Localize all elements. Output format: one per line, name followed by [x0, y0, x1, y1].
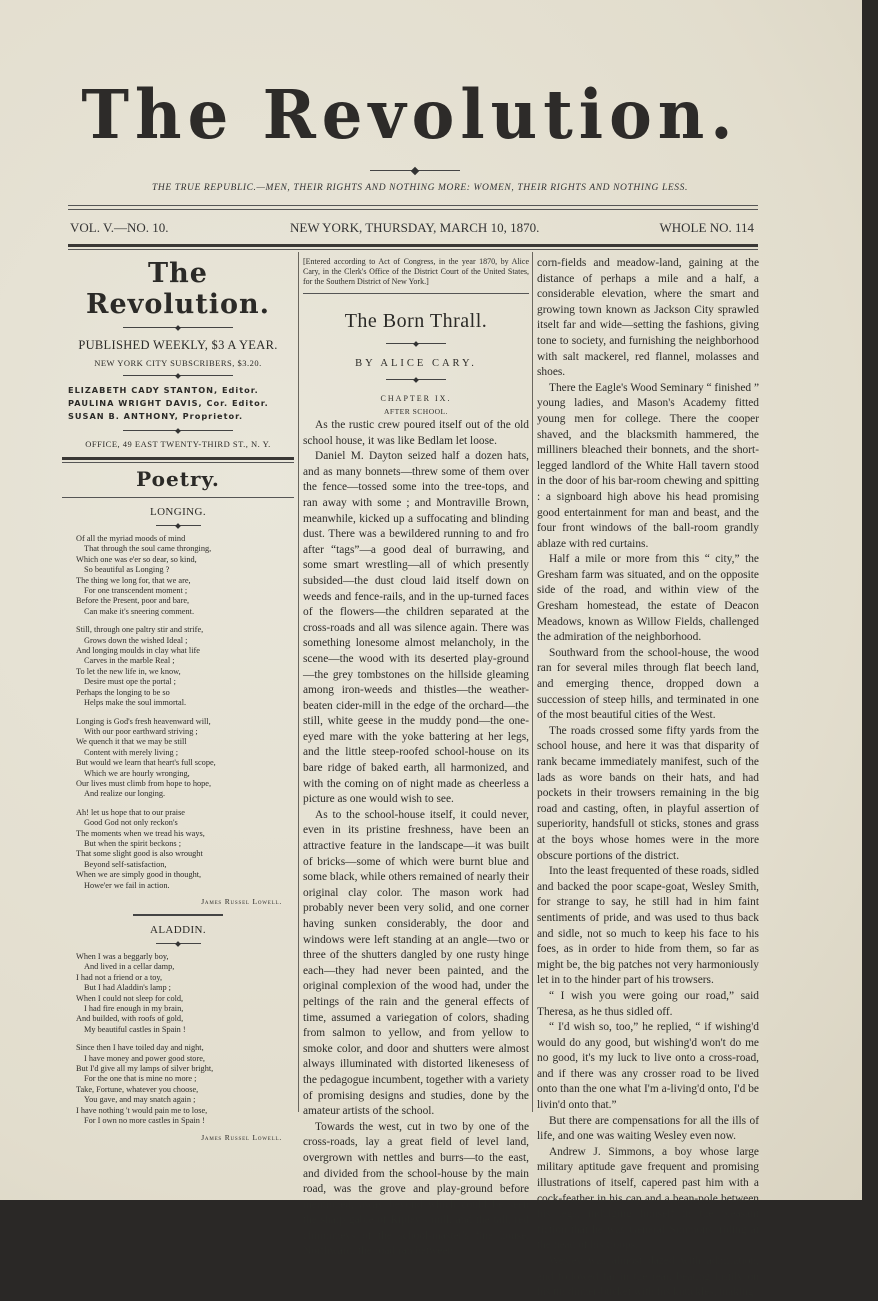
poem-stanza: [76, 1043, 294, 1126]
poem-line: Our lives must climb from hope to hope,: [76, 778, 212, 788]
paragraph: As the rustic crew poured itself out of the old school house, it was like Bedlam let loose.: [303, 419, 529, 447]
paragraph: corn-fields and meadow-land, gaining at the distance of perhaps a mile and a half, a considerable elevation, where the smart and growing town known as Jackson City sprawled itselt far and wide—setting the fashions, giving tone to society, and furnishing the neighborhood with salt mackerel, red flannel, molasses and shoes.: [537, 257, 759, 379]
poem-line: Grows down the wished Ideal ;: [84, 635, 188, 645]
poem-line: Can make it's sneering comment.: [84, 606, 195, 616]
masthead-title: The Revolution.: [81, 76, 739, 155]
poem-line: Longing is God's fresh heavenward will,: [76, 716, 211, 726]
poem-line: For one transcendent moment ;: [84, 586, 188, 596]
poem-line: My beautiful castles in Spain !: [84, 1024, 186, 1034]
poem-line: Perhaps the longing to be so: [76, 687, 170, 697]
ornament: [386, 379, 446, 380]
poem-title: LONGING.: [149, 506, 207, 518]
paragraph: Towards the west, cut in two by one of the cross-roads, lay a great field of level land, overgrown with nettles and burrs—to the east, and divided from the school-house by the main road, was the grove and play-ground before mentioned, away beyond which could be seen the sharp gable of Ripley's mill, and the tall, red chimmneys of the school-master's fine house. Northward, the road ran between: [303, 1120, 529, 1258]
poem-stanza: [76, 534, 294, 617]
volume-number: VOL. V.—NO. 10.: [70, 220, 169, 235]
poem-line: Ah! let us hope that to our praise: [76, 807, 185, 817]
poems: [62, 506, 294, 1142]
poem-line: Of all the myriad moods of mind: [76, 534, 186, 543]
poem-line: And lived in a cellar damp,: [84, 962, 175, 972]
poem-line: I have money and power good store,: [84, 1053, 205, 1063]
poem-line: But I had Aladdin's lamp ;: [84, 983, 171, 993]
paragraph: As to the school-house itself, it could never, even in its pristine freshness, have been an attractive feature in the landscape—it was built of bricks—some of which were burnt blue and some black, while others remained of nearly their original clay color. The mason work had probably never been very solid, and one corner having sunken considerably, the door and windows were left standing at an angle—two or three of the shutters dangled by one rusty hinge each—they had never been painted, and the original complexion of the wood had, under the peltings of the rain and the general effects of time, assumed a variegation of colors, shading from salmon to yellow, and from yellow to smoke color, and door and shutters were almost always illuminated with distorted likenesess of the pedagogue incumbent, together with a variety of promising designs and studies, done by the amateur artists of the school.: [303, 808, 529, 1118]
paragraph: Wesley was almost dazed with admiration, and followed far in the rear, beating lustily on his tin dinner-bucket with his knuckles, making: [537, 1255, 759, 1299]
staff-list: [68, 384, 294, 423]
poem-line: That through the soul came thronging,: [84, 544, 212, 554]
masthead-motto: THE TRUE REPUBLIC.—MEN, THEIR RIGHTS AND NOTHING MORE: WOMEN, THEIR RIGHTS AND NOTHING LESS.: [152, 183, 688, 193]
paragraph: Andrew J. Simmons, a boy whose large military aptitude gave frequent and promising illustrations of itself, capered past him with a cock-feather in his cap and a bean-pole between his legs, indulging himself in the pleasant fiction that he was General Simmons, riding at the head of his troops.: [537, 1145, 759, 1252]
middle-column: [303, 252, 529, 1260]
paragraph: The roads crossed some fifty yards from the school house, and here it was that disparity of rank became immediately manifest, such of the lads as wore bands on their hats, and had pockets in their trowsers remaining in the big road and casting, often, in playful assertion of superiority, handsfull ot sticks, stones and grass at the boys whose homes were in the more obscure portions of the district.: [537, 724, 759, 862]
staff-proprietor: SUSAN B. ANTHONY, Proprietor.: [68, 411, 244, 421]
poem-line: But would we learn that heart's full scope,: [76, 758, 216, 768]
poem-line: When we are simply good in thought,: [76, 870, 202, 880]
left-column: [62, 252, 294, 1142]
poem-line: With our poor earthward striving ;: [84, 726, 198, 736]
poem-line: And longing moulds in clay what life: [76, 646, 200, 656]
poem-line: You gave, and may snatch again ;: [84, 1095, 196, 1105]
poem-line: Still, through one paltry stir and strife,: [76, 625, 204, 635]
rule: [68, 209, 758, 210]
poem-line: Since then I have toiled day and night,: [76, 1043, 204, 1053]
poem-stanza: [76, 952, 294, 1035]
story-title: The Born Thrall.: [344, 310, 488, 332]
column-divider: [532, 252, 533, 1112]
poem-line: When I was a beggarly boy,: [76, 952, 169, 961]
poem-line: Take, Fortune, whatever you choose,: [76, 1084, 199, 1094]
story-continuation: [537, 256, 759, 1301]
poem-author: James Russel Lowell.: [201, 897, 282, 906]
office-address: OFFICE, 49 EAST TWENTY-THIRD ST., N. Y.: [85, 439, 271, 449]
ornament: [123, 430, 233, 431]
poem-line: I had fire enough in my brain,: [84, 1004, 184, 1014]
paragraph: Half a mile or more from this “ city,” the Gresham farm was situated, and on the opposite side of the road, and within view of the Gresham homestead, the estate of Deacon Meadows, known as Willow Fields, challenged the admiration of the neighborhood.: [537, 553, 759, 644]
staff-cor-editor: PAULINA WRIGHT DAVIS, Cor. Editor.: [68, 398, 269, 408]
paragraph: But there are compensations for all the ills of life, and one was waiting Wesley even now.: [537, 1114, 759, 1143]
poem-line: Howe'er we fail in action.: [84, 880, 170, 890]
poem-line: Beyond self-satisfaction,: [84, 859, 167, 869]
poem-stanza: [76, 808, 294, 891]
paragraph: “ I'd wish so, too,” he replied, “ if wishing'd would do any good, but wishing'd won't do me no good, it's my luck to live onto a cross-road, and if there was any crosser road to be lived onto than the one what I'm a-living'd onto, I'd be livin'd onto that.”: [537, 1021, 759, 1112]
ornament: [386, 343, 446, 344]
poem-line: And realize our longing.: [84, 789, 166, 799]
poem-line: I have nothing 't would pain me to lose,: [76, 1105, 208, 1115]
staff-editor: ELIZABETH CADY STANTON, Editor.: [68, 385, 259, 395]
rule: [68, 205, 758, 206]
poem-title: ALADDIN.: [149, 924, 207, 936]
paragraph: Into the least frequented of these roads, sidled and backed the poor scape-goat, Wesley Smith, for strange to say, he still had in him faint sentiments of pride, and was used to thus back and sidle, not so much to keep his face to his foes, as in order to hide from them, so far as might be, the big patches not very harmoniously let in to the hinder part of his trowsers.: [537, 865, 759, 987]
paragraph: Daniel M. Dayton seized half a dozen hats, and as many bonnets—threw some of them over the fence—tossed some into the tree-tops, and ran away with some ; and Montraville Brown, meanwhile, kicked up a suffocating and blinding dust. There was a bewildered running to and fro after “tags”—a good deal of burrawing, and some smart wrestling—all of which presently subsided—the dust cloud laid itself down on weeds and fence-rails, and in the up-turned faces of the flowers—the children separated at the cross-roads and all was silence again. There was something lonesome almost melancholy, in the scene—the wood with its deserted play-ground—the grey tombstones on the hillside gleaming among iron-weeds and thistles—the weather-beaten cider-mill in the edge of the orchard—the still, white geese in the muddy pond—the one-eyed mare with the yoke battering at her legs, and the little steep-roofed school-house on its bare ridge of baked earth, all harmonized, and with the coming on of night made as cheerless a picture as one would wish to see.: [303, 450, 529, 806]
poem-stanza: [76, 625, 294, 708]
rule: [303, 293, 529, 294]
byline: BY ALICE CARY.: [355, 358, 477, 369]
poem-line: But when the spirit beckons ;: [84, 838, 182, 848]
masthead-ornament: [370, 170, 460, 171]
poem-line: For the one that is mine no more ;: [84, 1074, 197, 1084]
column-divider: [298, 252, 299, 1112]
chapter-heading: CHAPTER IX.: [380, 394, 452, 403]
rule: [68, 244, 758, 247]
poem-line: Which one was e'er so dear, so kind,: [76, 554, 197, 564]
poem-line: Good God not only reckon's: [84, 818, 178, 828]
poem-line: Which we are hourly wronging,: [84, 768, 190, 778]
double-rule: [62, 457, 294, 463]
paragraph: Southward from the school-house, the wood ran for several miles through flat beech land, and emerging thence, dropped down a succession of steep hills, and terminated in one of the most beautiful cities of the West.: [537, 646, 759, 722]
poem-line: Content with merely living ;: [84, 747, 179, 757]
poem-line: When I could not sleep for cold,: [76, 993, 184, 1003]
story-body: [303, 418, 529, 1260]
right-column: [537, 256, 759, 1301]
poem-line: That some slight good is also wrought: [76, 849, 203, 859]
nameplate: The Revolution.: [86, 258, 270, 320]
rule: [62, 497, 294, 498]
poem-line: And builded, with roofs of gold,: [76, 1014, 184, 1024]
poem-author: James Russel Lowell.: [201, 1132, 282, 1142]
ornament: [123, 327, 233, 328]
ornament: [156, 525, 201, 526]
issue-date: NEW YORK, THURSDAY, MARCH 10, 1870.: [290, 220, 540, 235]
poem-line: For I own no more castles in Spain !: [84, 1116, 205, 1126]
poem-line: Helps make the soul immortal.: [84, 698, 187, 708]
poem-line: But I'd give all my lamps of silver bright,: [76, 1064, 214, 1074]
poem-line: Before the Present, poor and bare,: [76, 596, 190, 606]
chapter-subtitle: AFTER SCHOOL.: [383, 407, 448, 416]
poem-line: To let the new life in, we know,: [76, 666, 181, 676]
poem-line: So beautiful as Longing ?: [84, 565, 170, 575]
poem-line: The moments when we tread his ways,: [76, 828, 205, 838]
city-subscription-price: NEW YORK CITY SUBSCRIBERS, $3.20.: [94, 358, 262, 368]
whole-number: WHOLE NO. 114: [659, 220, 754, 235]
copyright-notice: [Entered according to Act of Congress, in the year 1870, by Alice Cary, in the Clerk's Office of the District Court of the United States, for the Southern District of New York.]: [303, 257, 529, 286]
subscription-price: PUBLISHED WEEKLY, $3 A YEAR.: [78, 338, 278, 352]
poem-line: The thing we long for, that we are,: [76, 575, 191, 585]
poem-stanza: [76, 717, 294, 800]
ornament: [123, 375, 233, 376]
rule: [68, 249, 758, 250]
poem-line: We quench it that we may be still: [76, 737, 187, 747]
poem-line: Carves in the marble Real ;: [84, 656, 175, 666]
rule: [133, 914, 223, 916]
paragraph: There the Eagle's Wood Seminary “ finished ” young ladies, and Mason's Academy fitted young men for college. There the cooper shaved, and the blacksmith hammered, the milliners bleached their bonnets, and the short-legged landlord of the White Hall tavern stood in the door of his bar-room chewing and spitting : a signboard high above his head promising good entertainment for man and beast, and the four front windows of the ball-room grandly ablaze with red curtains.: [537, 381, 760, 550]
paragraph: “ I wish you were going our road,” said Theresa, as he thus sidled off.: [537, 989, 759, 1018]
section-title: Poetry.: [136, 467, 220, 491]
ornament: [156, 943, 201, 944]
poem-line: I had not a friend or a toy,: [76, 972, 163, 982]
poem-line: Desire must ope the portal ;: [84, 677, 176, 687]
